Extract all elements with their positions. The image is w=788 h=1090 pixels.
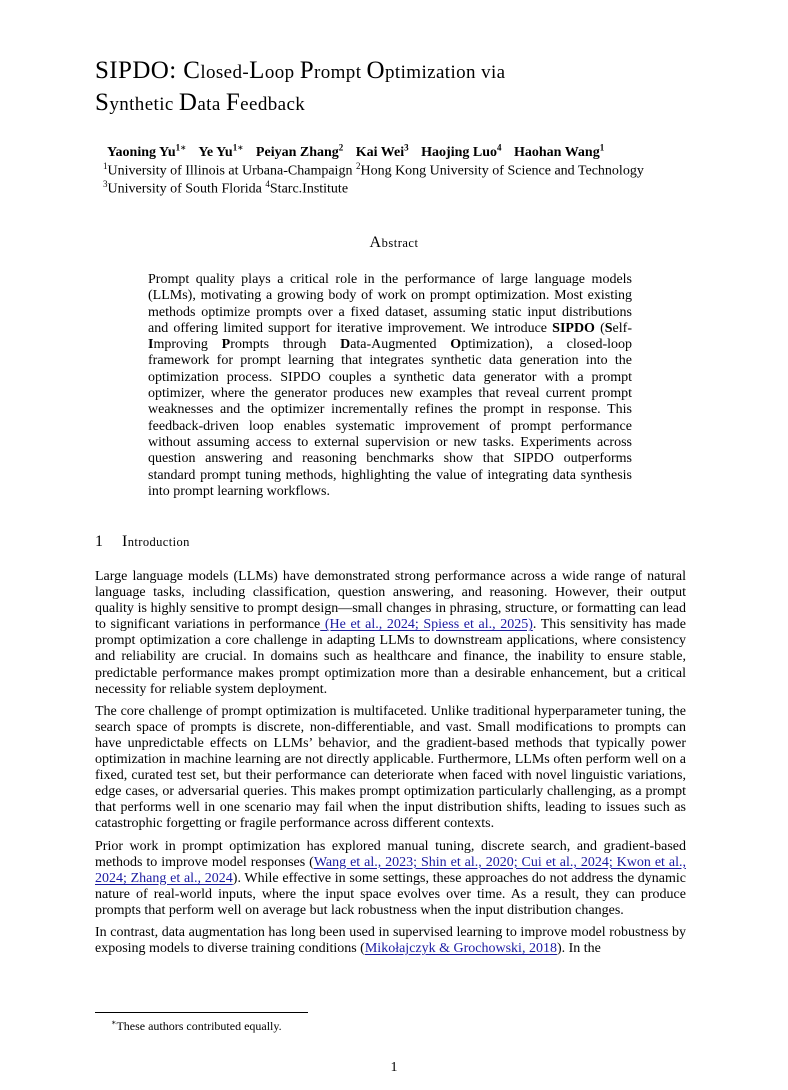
paragraph-text: ). In the [556, 941, 601, 957]
abstract-text: rompts through [230, 337, 341, 353]
author-name: Haojing Luo [421, 144, 497, 160]
abstract-text: ptimization), [461, 337, 534, 353]
title-text: P [299, 57, 314, 84]
title-text: ptimization via [385, 62, 506, 83]
abstract-text: Prompt quality plays a critical role in the performance of large language models (LLMs), motivating a growing body of work on prompt optimization. Most existing methods optimize prompts over a fixed dataset, assuming static input distributions and offering limited support for iterative improvement. We introduce [148, 272, 632, 336]
paragraph-text: . This sensitivity has made prompt optimization a core challenge in adapting LLMs to downstream applications, where consistency and reliability are crucial. In domains such as healthcare and finance, the inability to ensure stable, predictable performance makes prompt optimization more than a desirable enhancement, but a critical necessity for reliable system deployment. [95, 617, 686, 697]
title-text: O [366, 57, 386, 84]
author-mark: 1∗ [175, 142, 187, 152]
citation-link[interactable]: (He et al., 2024; Spiess et al., 2025) [320, 617, 533, 633]
section-heading-introduction [95, 533, 695, 551]
affiliation-line-2 [103, 175, 723, 199]
title-text: losed- [200, 62, 250, 83]
author-name: Haohan Wang [514, 144, 600, 160]
section-number: 1 [95, 533, 104, 550]
heading-text: A [369, 234, 382, 251]
citation-link[interactable]: Mikołajczyk & Grochowski, 2018 [364, 941, 557, 957]
paragraph-text: Large language models (LLMs) have demonstrated strong performance across a wide range of natural language tasks, including classification, question answering, and reasoning. However, their output quality is highly sensitive to prompt design—small changes in phrasing, structure, or formatting can lead to significant variations in performance [95, 569, 686, 633]
abstract-text: mproving [153, 337, 222, 353]
paragraph-text: ). While effective in some settings, these approaches do not address the dynamic nature of real-world inputs, where the input space evolves over time. As a result, they can produce prompts that perform well on average but lack robustness when the input distribution changes. [95, 870, 686, 918]
page-number: 1 [390, 1060, 398, 1075]
acronym-letter: D [340, 337, 351, 353]
paragraph [95, 839, 686, 919]
affiliation: University of South Florida [107, 181, 266, 197]
title-text: eedback [240, 94, 306, 115]
affiliation-mark: 3 [103, 179, 108, 189]
author-mark: 3 [404, 142, 409, 152]
heading-text: I [122, 533, 128, 550]
author-name: Kai Wei [355, 144, 405, 160]
title-line-2 [95, 88, 695, 120]
acronym-letter: O [450, 337, 462, 353]
affiliation: Hong Kong University of Science and Technology [360, 163, 644, 179]
heading-text: ntroduction [127, 535, 190, 549]
footnote-mark: ∗ [111, 1018, 117, 1027]
abstract-method-name: SIPDO [552, 320, 595, 336]
author-mark: 2 [338, 142, 344, 152]
acronym-letter: P [221, 337, 231, 353]
abstract-text: elf- [612, 320, 632, 336]
affiliation: Starc.Institute [269, 181, 349, 197]
acronym-letter: S [604, 320, 613, 336]
author-mark: 1∗ [232, 142, 244, 152]
citation-link[interactable]: Wang et al., 2023; Shin et al., 2020; Cui et al., 2024; Kwon et al., 2024; Zhang et al., 2024 [95, 854, 686, 886]
footnote-divider [95, 1012, 308, 1013]
paragraph [95, 925, 686, 957]
footnote [111, 1016, 611, 1033]
abstract-body [148, 272, 632, 500]
affiliation-mark: 1 [103, 161, 108, 171]
title-text: oop [264, 62, 300, 83]
title-line-1 [95, 56, 695, 88]
author-mark: 1 [599, 142, 605, 152]
abstract-text: ata-Augmented [350, 337, 451, 353]
abstract-text: a closed-loop framework for prompt learning that integrates synthetic data generation into the optimization process. SIPDO couples a synthetic data generator with a prompt optimizer, where the generator produces new examples that reveal current prompt weaknesses and the optimizer incrementally refines the prompt in response. This feedback-driven loop enables systematic improvement of prompt performance without assuming access to external supervision or new tasks. Experiments across question answering and reasoning benchmarks show that SIPDO outperforms standard prompt tuning methods, highlighting the value of integrating data synthesis into prompt learning workflows. [148, 337, 632, 499]
author-name: Ye Yu [198, 144, 233, 160]
affiliation-mark: 2 [355, 161, 361, 171]
title-text: D [178, 89, 198, 116]
paragraph: The core challenge of prompt optimization is multifaceted. Unlike traditional hyperparameter tuning, the search space of prompts is discrete, non-differentiable, and vast. Small modifications to prompts can have unpredictable effects on LLMs’ behavior, and the gradient-based methods that typically power optimization in machine learning are not directly applicable. Furthermore, LLMs often perform well on a fixed, curated test set, but their performance can deteriorate when faced with novel linguistic variations, edge cases, or adversarial queries. This makes prompt optimization particularly challenging, as a prompt that performs well in one scenario may fail when the input distribution shifts, leading to issues such as catastrophic forgetting or fragile performance across different contexts. [95, 703, 686, 832]
author-name: Yaoning Yu [107, 144, 176, 160]
acronym-letter: I [148, 337, 154, 353]
title-text: S [95, 89, 110, 116]
paragraph-text: Prior work in prompt optimization has explored manual tuning, discrete search, and gradient-based methods to improve model responses ( [95, 838, 686, 870]
introduction-body [95, 569, 686, 963]
title-text: rompt [314, 62, 367, 83]
title-text: SIPDO: C [95, 57, 201, 84]
title-text: L [249, 57, 265, 84]
paragraph [95, 569, 686, 698]
affiliation-mark: 4 [265, 179, 270, 189]
footnote-text: These authors contributed equally. [116, 1019, 282, 1033]
title-text: ata [197, 94, 226, 115]
title-text: F [225, 89, 241, 116]
paragraph-text: In contrast, data augmentation has long been used in supervised learning to improve model robustness by exposing models to diverse training conditions ( [95, 924, 686, 957]
abstract-heading [0, 234, 788, 252]
affiliation: University of Illinois at Urbana-Champaign [107, 163, 356, 179]
heading-text: bstract [381, 236, 419, 250]
title-text: ynthetic [109, 94, 179, 115]
author-mark: 4 [497, 142, 502, 152]
author-name: Peiyan Zhang [255, 144, 339, 160]
abstract-text: ( [594, 320, 605, 336]
paper-title [95, 56, 695, 120]
